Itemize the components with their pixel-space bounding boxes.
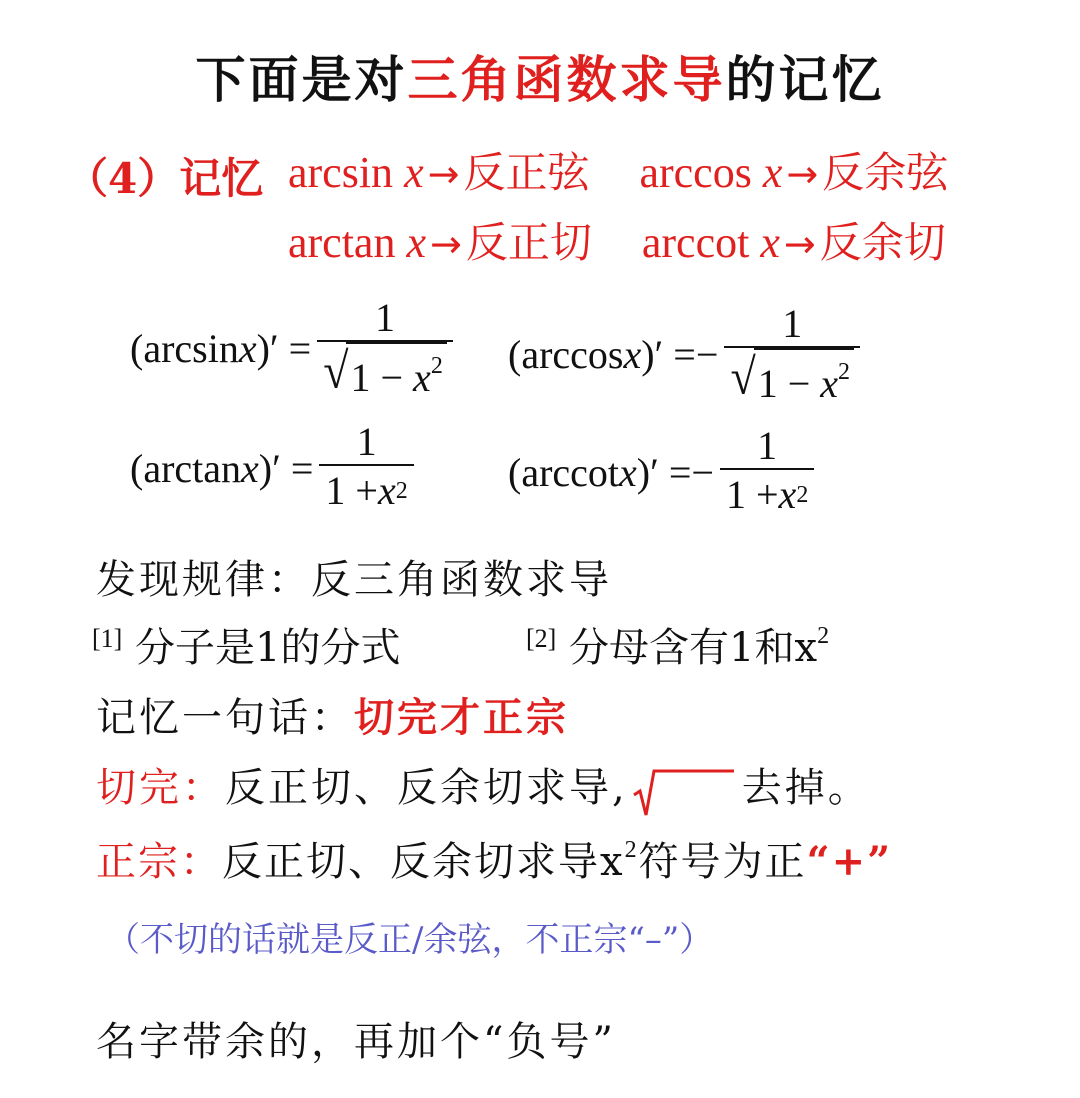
formula-var: x [619, 449, 637, 495]
numerator: 1 [757, 423, 778, 468]
func-var: x [404, 148, 424, 197]
title-highlight: 三角函数求导 [407, 50, 726, 109]
formula-lhs: (arctan [130, 445, 242, 491]
formula-lhs-close: )′ = [636, 449, 692, 495]
formula-var: x [623, 331, 642, 377]
denominator [319, 466, 413, 516]
arrow-icon: → [786, 152, 819, 196]
func-var: x [762, 148, 783, 197]
formula-var: x [238, 325, 257, 371]
point-exp: 2 [817, 623, 830, 649]
den-exp: 2 [796, 482, 809, 508]
point-text: 分子是1的分式 [135, 625, 401, 671]
fraction [720, 424, 814, 520]
radicand [754, 348, 854, 406]
fraction [724, 302, 860, 406]
func-name: arcsin [288, 148, 394, 197]
den-const: 1 − [757, 361, 821, 406]
title-prefix: 下面是对 [195, 50, 408, 109]
sqrt-icon: √ [730, 348, 756, 405]
den-exp: 2 [395, 478, 408, 504]
den-const: 1 + [725, 472, 779, 517]
func-name: arctan [288, 218, 396, 267]
page-title [0, 40, 1080, 112]
mnemonic-line [96, 686, 569, 743]
den-var: x [413, 355, 431, 400]
point-marker: [2] [526, 624, 557, 653]
mnemonic-phrase: 切完才正宗 [354, 694, 569, 741]
zhengzong-line [96, 830, 892, 887]
point-marker: [1] [92, 624, 123, 653]
memory-row-2 [288, 210, 946, 270]
denominator [317, 342, 453, 400]
arrow-icon: → [783, 222, 816, 266]
numerator: 1 [356, 419, 377, 464]
mnemonic-label: 记忆一句话： [96, 695, 354, 741]
arccot-item [642, 218, 946, 267]
formula-sign: − [691, 449, 714, 495]
func-cn-name: 反余切 [819, 218, 946, 267]
radicand [346, 342, 446, 400]
formula-lhs: (arccos [508, 331, 624, 377]
func-cn-name: 反正弦 [463, 148, 590, 197]
memory-row-1 [288, 140, 948, 200]
formula-arcsin [130, 296, 453, 400]
title-suffix: 的记忆 [725, 50, 885, 109]
den-var: x [820, 361, 839, 406]
arrow-icon: → [430, 222, 462, 266]
arcsin-item [288, 148, 600, 197]
den-const: 1 + [325, 468, 378, 513]
den-exp: 2 [838, 359, 851, 385]
formula-arctan [130, 420, 414, 516]
zhengzong-text2: 符号为正 [638, 839, 807, 885]
numerator: 1 [782, 301, 803, 346]
rule-heading: 发现规律：反三角函数求导 [96, 557, 612, 603]
memory-label: （4）记忆 [66, 154, 264, 203]
func-cn-name: 反余弦 [822, 148, 949, 197]
point-text: 分母含有1和x [569, 625, 818, 671]
func-var: x [406, 218, 426, 267]
formula-lhs-close: )′ = [641, 331, 696, 377]
fraction [317, 296, 453, 400]
denominator [724, 348, 860, 406]
numerator: 1 [375, 295, 396, 340]
formula-sign: − [695, 331, 719, 377]
zhengzong-exp: 2 [624, 837, 639, 863]
formula-lhs-close: )′ = [256, 325, 312, 371]
func-var: x [760, 218, 780, 267]
rule-point-2 [526, 616, 829, 673]
zhengzong-text: 反正切、反余切求导x [222, 839, 625, 885]
denominator [720, 470, 814, 520]
formula-arccot [508, 424, 814, 520]
formula-var: x [241, 445, 259, 491]
formula-lhs: (arcsin [130, 325, 239, 371]
func-name: arccos [639, 148, 752, 197]
note-text: （不切的话就是反正/余弦，不正宗“–”） [106, 920, 714, 960]
fraction [319, 420, 413, 516]
qiewan-line [96, 756, 871, 813]
sqrt-icon: √ [323, 342, 349, 399]
func-name: arccot [641, 218, 750, 267]
den-const: 1 − [350, 355, 414, 400]
qiewan-label: 切完： [96, 765, 225, 811]
formula-lhs: (arccot [508, 449, 620, 495]
qiewan-text: 反正切、反余切求导, [225, 765, 628, 811]
zhengzong-sign: “+” [806, 838, 893, 885]
den-var: x [377, 468, 396, 513]
den-var: x [778, 472, 797, 517]
radical-sign-icon [632, 769, 732, 813]
arccos-item [639, 148, 948, 197]
formula-arccos [508, 302, 860, 406]
zhengzong-label: 正宗： [96, 839, 222, 885]
den-exp: 2 [430, 353, 443, 379]
rule-point-1 [92, 616, 401, 673]
ending-text: 名字带余的，再加个“负号” [96, 1019, 616, 1065]
func-cn-name: 反正切 [465, 218, 592, 267]
arctan-item [288, 218, 603, 267]
formula-lhs-close: )′ = [258, 445, 314, 491]
qiewan-suffix: 去掉。 [741, 765, 871, 811]
arrow-icon: → [427, 152, 460, 196]
